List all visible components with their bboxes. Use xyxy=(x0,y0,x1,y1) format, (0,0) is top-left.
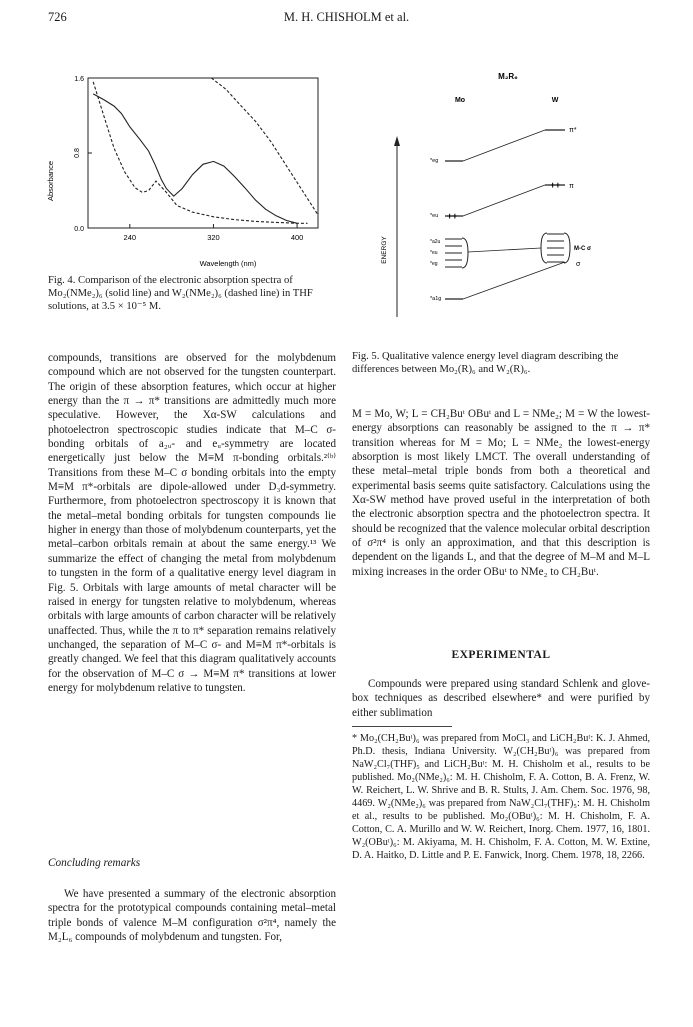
mo-pi-electrons: ++ xyxy=(447,211,458,221)
y-tick-label: 1.6 xyxy=(74,76,84,83)
y-axis-label: Absorbance xyxy=(46,160,55,202)
w-mc-sigma-block xyxy=(541,233,570,263)
x-tick-label: 320 xyxy=(207,233,220,242)
series-line-3 xyxy=(211,78,318,215)
page-number: 726 xyxy=(48,10,67,24)
left-column-text xyxy=(48,351,336,695)
column-label-mo: Mo xyxy=(454,97,466,104)
figure5-diagram xyxy=(350,62,650,352)
footnote-rule xyxy=(352,726,452,727)
x-axis-label: Wavelength (nm) xyxy=(199,259,257,268)
label-mc-sigma: M-C σ xyxy=(574,246,592,252)
series-line-1 xyxy=(93,94,297,223)
w-pi-electrons: ++ xyxy=(550,180,561,190)
y-tick-label: 0.0 xyxy=(74,226,84,233)
column-label-w: W xyxy=(551,97,559,104)
label-eu: *eu xyxy=(430,213,439,219)
x-tick-label: 240 xyxy=(123,233,137,242)
label-eg-2: *eg xyxy=(430,261,438,267)
plot-frame xyxy=(88,78,318,228)
label-pi-star: π* xyxy=(569,127,577,134)
energy-axis-arrow xyxy=(394,136,400,146)
label-eu-2: *eu xyxy=(430,250,438,256)
series-line-2 xyxy=(93,82,307,224)
section-heading-experimental: EXPERIMENTAL xyxy=(451,649,551,661)
right-paragraph-1: M = Mo, W; L = CH₂Buᵗ OBuᵗ and L = NMe₂; M = W the lowest-energy absorptions can reasonably be assigned to the π → π* transition whereas for M = Mo; L = NMe₂ the lowest-energy absorption is most likely LMCT. The overall understanding of these metal–metal triple bonds from both a theoretical and experimental basis seems quite satisfactory. Calculations using the Xα-SW method have proved useful in the interpretation of both the electronic absorption spectra and the photoelectron spectra. It should be recognized that the valence molecular orbital description of σ²π⁴ is only an approximation, and that this description is dependent on the ligands L, and that the degree of M–M and M–L mixing increases in the order OBuᵗ to NMe₂ to CH₂Buᵗ. xyxy=(352,408,650,578)
correlation-lines xyxy=(463,130,565,299)
left-paragraph-2: We have presented a summary of the electronic absorption spectra for the prototypical compounds containing metal–metal triple bonds of valence M–M configuration σ²π⁴, namely the M₂L₆ compounds of molybdenum and tungsten. For, xyxy=(48,888,336,944)
label-eg: *eg xyxy=(430,158,439,164)
right-paragraph-2: Compounds were prepared using standard Schlenk and glove-box techniques as described elsewhere* and were purified by either sublimation xyxy=(352,678,650,719)
figure4-chart xyxy=(40,66,340,271)
mo-mc-sigma-block xyxy=(445,238,468,268)
label-sigma: σ xyxy=(576,261,581,268)
figure5-caption: Fig. 5. Qualitative valence energy level diagram describing the differences between Mo₂(R)₆ and W₂(R)₆. xyxy=(352,351,619,375)
running-header: M. H. CHISHOLM et al. xyxy=(283,10,410,24)
label-a1g: *a1g xyxy=(430,296,442,302)
y-tick-label: 0.8 xyxy=(74,148,81,158)
label-a2u: *a2u xyxy=(430,239,441,245)
footnote-text: * Mo₂(CH₂Buᵗ)₆ was prepared from MoCl₃ and LiCH₂Buᵗ: K. J. Ahmed, Ph.D. thesis, Indiana University. W₂(CH₂Buᵗ)₆ was prepared from NaW₂Cl₇(THF)₅ and LiCH₂Buᵗ: M. H. Chisholm et al., results to be published. Mo₂(NMe₂)₆: M. H. Chisholm, F. A. Cotton, B. A. Frenz, W. W. Reichert, L. W. Shrive and B. R. Stults, J. Am. Chem. Soc. 1976, 98, 4469. W₂(NMe₂)₆ was prepared from NaW₂Cl₇(THF)₅: M. H. Chisholm et al., results to be published. Mo₂(OBuᵗ)₆: M. H. Chisholm, F. A. Cotton, C. A. Murillo and W. W. Reichert, Inorg. Chem. 1977, 16, 1801. W₂(OBuᵗ)₆: M. Akiyama, M. H. Chisholm, F. A. Cotton, M. W. Extine, D. A. Haitko, D. Little and P. E. Fanwick, Inorg. Chem. 1978, 18, 2266. xyxy=(352,733,650,862)
label-pi: π xyxy=(569,183,574,190)
x-tick-label: 400 xyxy=(290,233,304,242)
figure4-caption: Fig. 4. Comparison of the electronic absorption spectra of Mo₂(NMe₂)₆ (solid line) and W₂(NMe₂)₆ (dashed line) in THF solutions, at 3.5 × 10⁻⁵ M. xyxy=(48,275,313,312)
left-paragraph-1: compounds, transitions are observed for the molybdenum compound which are not observed for the tungsten counterpart. The origin of these absorption features, which occur at higher energy than the π → π* transitions are admittedly much more speculative. However, the Xα-SW calculations and photoelectron spectroscopic studies indicate that M–C σ-bonding orbitals of a₂ᵤ- and eᵤ-symmetry are located energetically just below the M≡M π-bonding orbitals.²⁽ᵇ⁾ Transitions from these M–C σ bonding orbitals into the empty M≡M π*-orbitals are dipole-allowed under D₃d-symmetry. Furthermore, from photoelectron spectroscopy it is known that the metal–metal bonding orbitals for tungsten compounds lie higher in energy than those of molybdenum counterparts, yet the metal–carbon orbitals remain at about the same energy.¹³ We summarize the effect of changing the metal from molybdenum to tungsten in the form of a qualitative energy level diagram in Fig. 5. Orbitals with large amounts of metal character will be raised in energy for tungsten relative to molybdenum, whereas orbitals with large amounts of carbon character will be relatively unaffected. Thus, while the π to π* separation remains relatively unchanged, the separation of M–C σ- and M≡M π*-orbitals is greatly changed. We feel that this diagram qualitatively accounts for the observation of M–C σ → M≡M π* transitions at lower energy for molybdenum relative to tungsten. xyxy=(48,352,336,694)
energy-axis-label: ENERGY xyxy=(381,236,388,264)
diagram-title: M₂R₆ xyxy=(498,72,518,81)
section-heading-concluding: Concluding remarks xyxy=(48,857,141,869)
